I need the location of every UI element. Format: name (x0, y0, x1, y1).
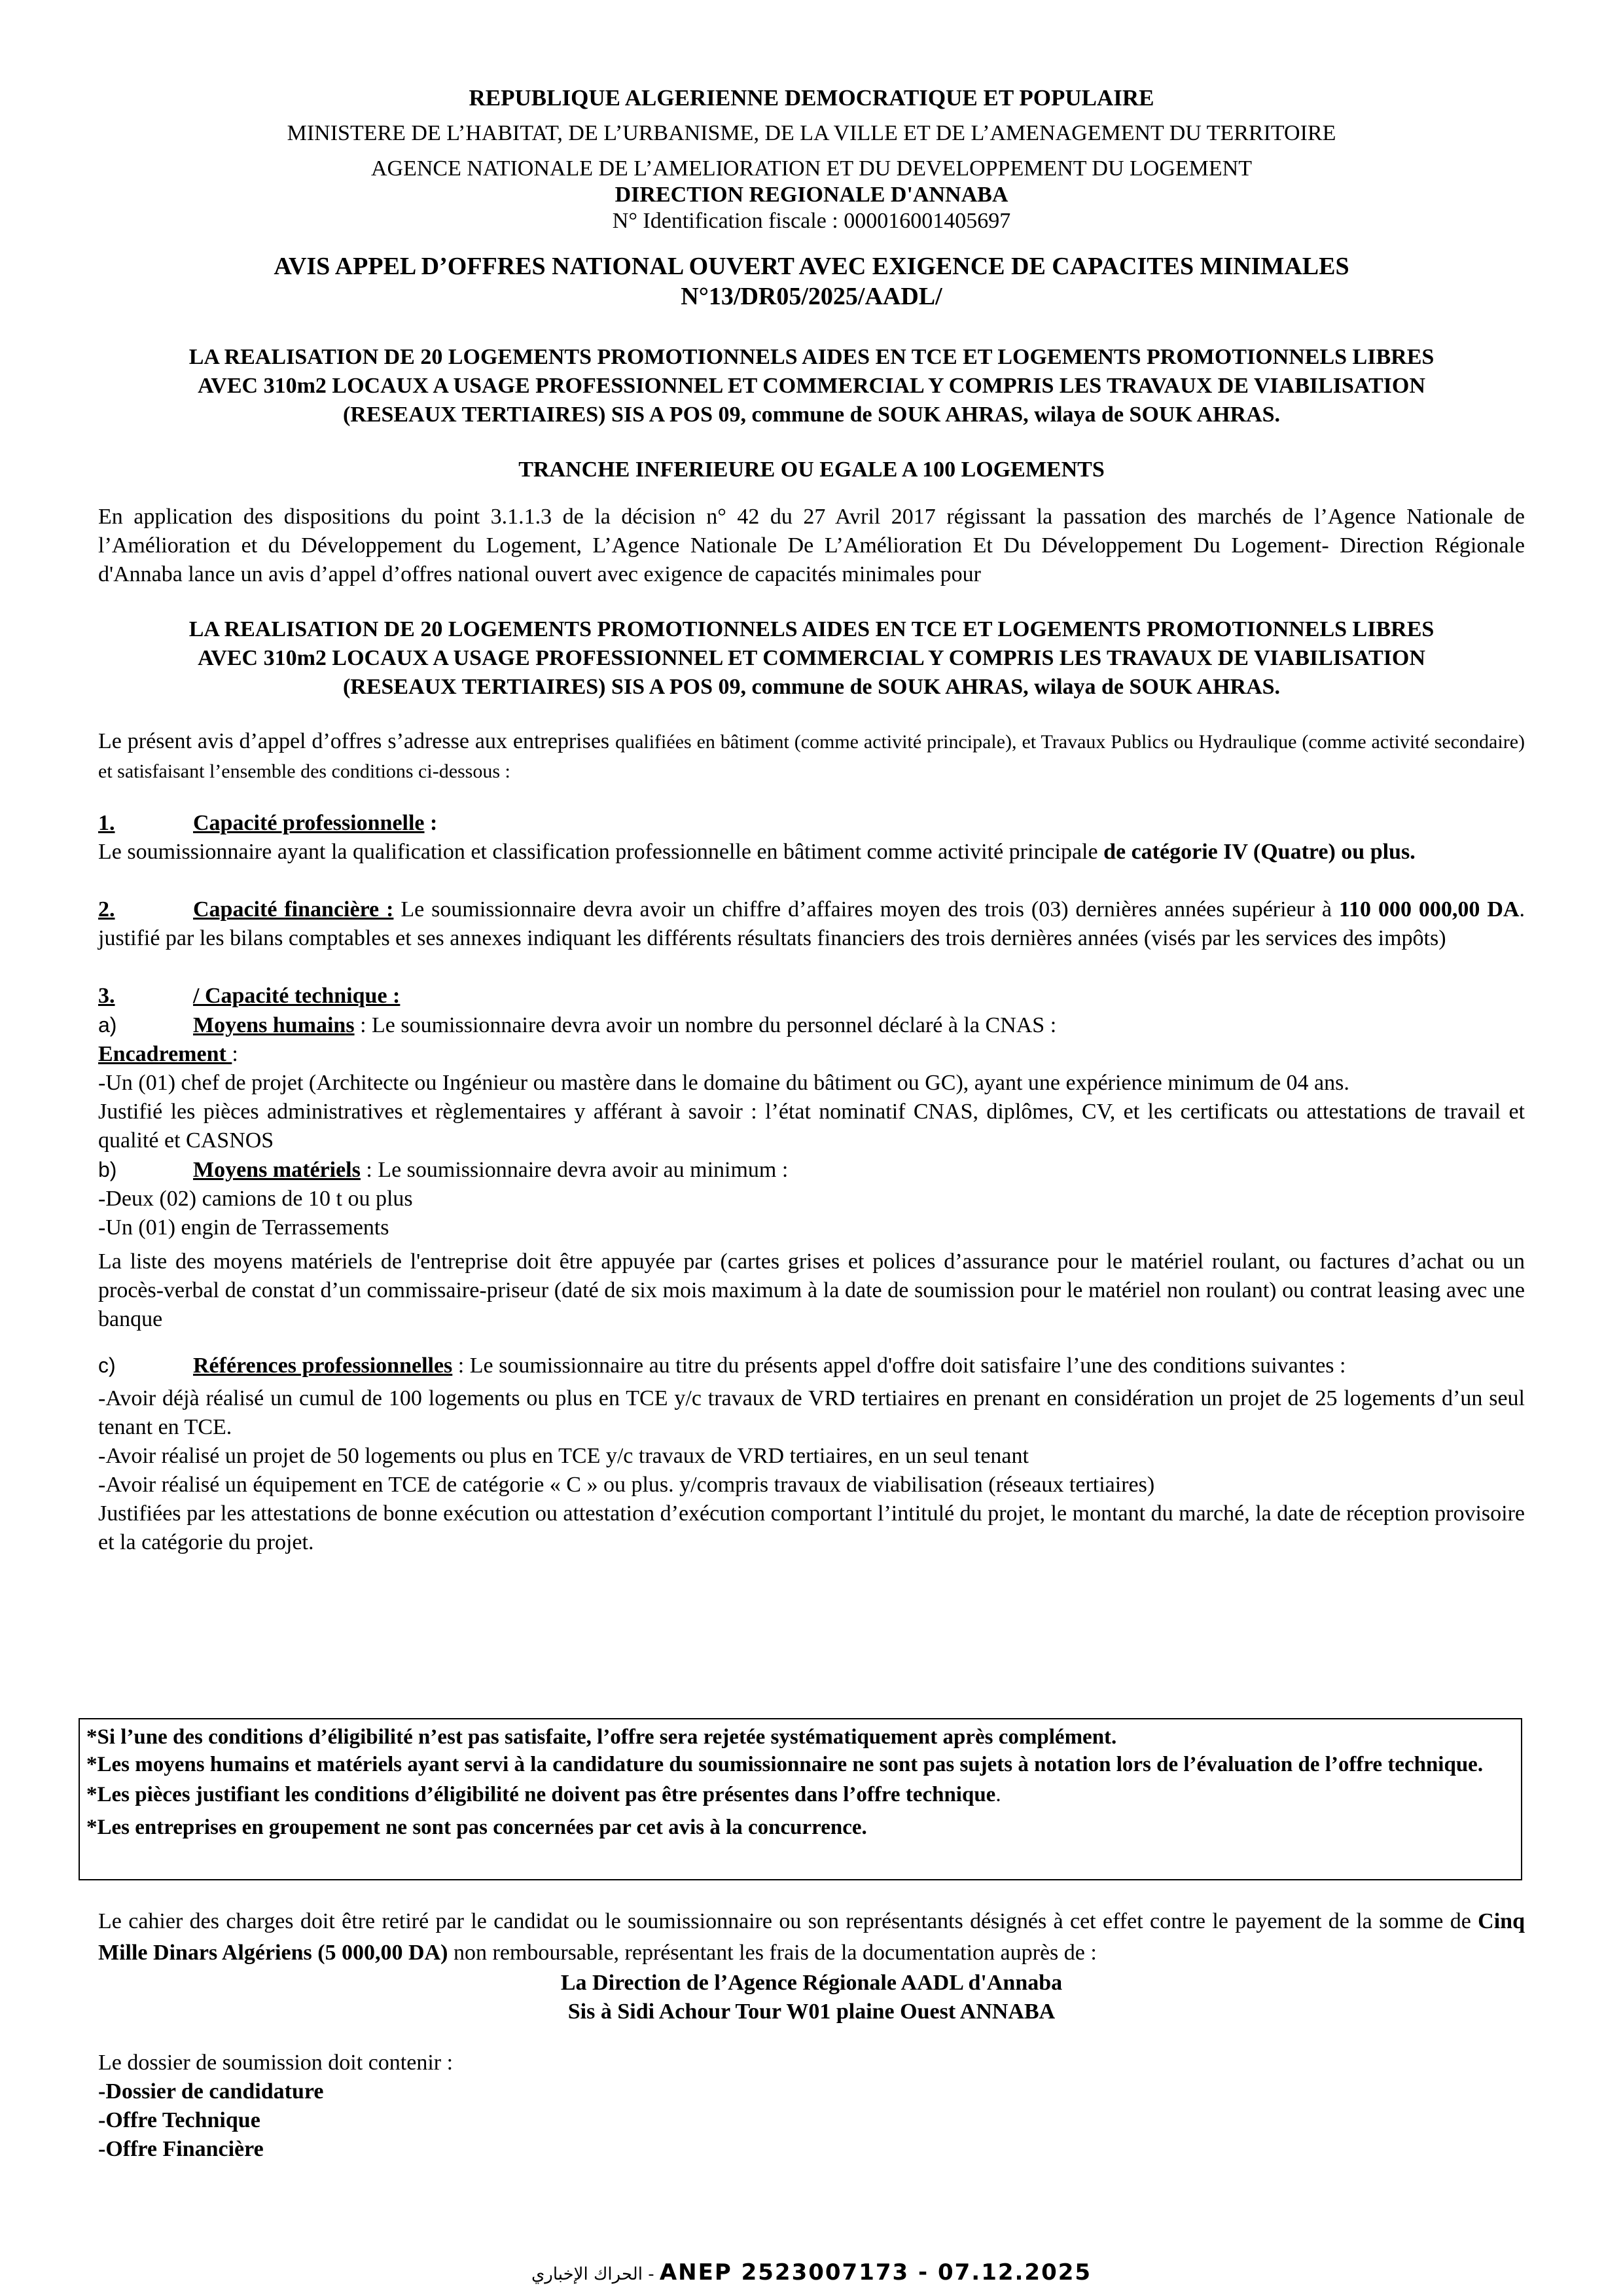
section-2-title: Capacité financière : (193, 897, 394, 922)
intro-paragraph: En application des dispositions du point 3.1.1.3 de la décision n° 42 du 27 Avril 2017 régissant la passation des marchés de l’Agence Nationale de l’Amélioration et du Développement du Logement, L’Agence Nationale De L’Amélioration Et Du Développement Du Logement- Direction Régionale d'Annaba lance un avis d’appel d’offres national ouvert avec exigence de capacités minimales pour (98, 505, 1525, 586)
note-3-end: . (995, 1783, 1001, 1806)
item-a-title: Moyens humains (193, 1013, 355, 1037)
notice-title-line1: AVIS APPEL D’OFFRES NATIONAL OUVERT AVEC EXIGENCE DE CAPACITES MINIMALES (274, 253, 1349, 280)
project-title-1 (98, 343, 1525, 429)
cahier-text1: Le cahier des charges doit être retiré par le candidat ou le soumissionnaire ou son représentants désignés à cet effet contre le payement de la somme de (98, 1909, 1478, 1933)
reference-justification: Justifiées par les attestations de bonne exécution ou attestation d’exécution comportant l’intitulé du projet, le montant du marché, la date de réception provisoire et la catégorie du projet. (98, 1501, 1525, 1554)
section-1 (98, 809, 1525, 867)
reference-item-3: -Avoir réalisé un équipement en TCE de catégorie « C » ou plus. y/compris travaux de viabilisation (réseaux tertiaires) (98, 1473, 1155, 1497)
section-2-body: Le soumissionnaire devra avoir un chiffre d’affaires moyen des trois (03) dernières années supérieur à (393, 897, 1339, 922)
material-item-2: -Un (01) engin de Terrassements (98, 1215, 389, 1240)
encadrement-label: Encadrement (98, 1042, 232, 1066)
item-c-label: c) (98, 1354, 116, 1377)
item-a-text: : Le soumissionnaire devra avoir un nombre du personnel déclaré à la CNAS : (354, 1013, 1057, 1037)
footer-reference (0, 2259, 1623, 2286)
audience-paragraph (98, 727, 1525, 786)
section-1-title: Capacité professionnelle (193, 811, 425, 835)
section-2-number: 2. (98, 897, 115, 922)
section-1-body: Le soumissionnaire ayant la qualification et classification professionnelle en bâtiment comme activité principale (98, 840, 1104, 864)
project-title-2 (98, 615, 1525, 702)
section-2-amount: 110 000 000,00 DA (1338, 897, 1520, 922)
material-item-1: -Deux (02) camions de 10 t ou plus (98, 1187, 413, 1211)
ministry-line: MINISTERE DE L’HABITAT, DE L’URBANISME, DE LA VILLE ET DE L’AMENAGEMENT DU TERRITOIRE (287, 121, 1336, 145)
material-list-text: La liste des moyens matériels de l'entreprise doit être appuyée par (cartes grises et polices d’assurance pour le matériel roulant, ou factures d’achat ou un procès-verbal de constat d’un commissaire-priseur (daté de six mois maximum à la date de soumission pour le matériel non roulant) ou contrat leasing avec une banque (98, 1249, 1525, 1331)
note-4: *Les entreprises en groupement ne sont pas concernées par cet avis à la concurrence. (86, 1816, 867, 1839)
section-3-title: / Capacité technique : (193, 984, 401, 1008)
section-2 (98, 895, 1525, 953)
section-1-category: de catégorie IV (Quatre) ou plus. (1103, 840, 1416, 864)
header-block (98, 84, 1525, 236)
section-1-colon: : (424, 811, 438, 835)
footer-separator: - (642, 2265, 660, 2284)
item-b-title: Moyens matériels (193, 1158, 361, 1182)
dossier-intro: Le dossier de soumission doit contenir : (98, 2051, 454, 2075)
dossier-item-financiere: -Offre Financière (98, 2137, 264, 2161)
cahier-text2: non remboursable, représentant les frais de la documentation auprès de : (448, 1941, 1097, 1965)
project-line3: (RESEAUX TERTIAIRES) SIS A POS 09, commune de SOUK AHRAS, wilaya de SOUK AHRAS. (342, 403, 1281, 427)
audience-part1: Le présent avis d’appel d’offres s’adresse aux entreprises (98, 729, 616, 753)
project-line2: AVEC 310m2 LOCAUX A USAGE PROFESSIONNEL ET COMMERCIAL Y COMPRIS LES TRAVAUX DE VIABILISATION (198, 374, 1425, 398)
dossier-section (98, 2049, 1525, 2164)
dossier-item-technique: -Offre Technique (98, 2108, 260, 2132)
section-1-text (98, 838, 1525, 867)
project-line1: LA REALISATION DE 20 LOGEMENTS PROMOTIONNELS AIDES EN TCE ET LOGEMENTS PROMOTIONNELS LIBRES (188, 345, 1435, 369)
reference-item-1: -Avoir déjà réalisé un cumul de 100 logements ou plus en TCE y/c travaux de VRD tertiaires en prenant en considération un projet de 25 logements d’un seul tenant en TCE. (98, 1386, 1525, 1439)
section-2-body-end: . justifié par les bilans comptables et ses annexes indiquant les différents résultats financiers des trois dernières années (visés par les services des impôts) (98, 897, 1525, 950)
agency-line: AGENCE NATIONALE DE L’AMELIORATION ET DU DEVELOPPEMENT DU LOGEMENT (370, 156, 1253, 181)
item-a-label: a) (98, 1013, 117, 1037)
tranche-line: TRANCHE INFERIEURE OU EGALE A 100 LOGEMENTS (518, 457, 1105, 482)
reference-item-2: -Avoir réalisé un projet de 50 logements ou plus en TCE y/c travaux de VRD tertiaires, en un seul tenant (98, 1444, 1029, 1468)
project-repeat-line3: (RESEAUX TERTIAIRES) SIS A POS 09, commune de SOUK AHRAS, wilaya de SOUK AHRAS. (342, 675, 1281, 699)
fiscal-id: N° Identification fiscale : 000016001405697 (612, 209, 1011, 233)
section-3-number: 3. (98, 984, 115, 1008)
justification-text: Justifié les pièces administratives et règlementaires y afférant à savoir : l’état nominatif CNAS, diplômes, CV, et les certificats ou attestations de travail et qualité et CASNOS (98, 1100, 1525, 1153)
notice-title-line2: N°13/DR05/2025/AADL/ (681, 283, 942, 310)
encadrement-colon: : (232, 1042, 238, 1066)
footer-anep-ref: ANEP 2523007173 - 07.12.2025 (659, 2259, 1092, 2286)
item-c-title: Références professionnelles (193, 1354, 453, 1378)
item-b-label: b) (98, 1158, 117, 1181)
item-b-text: : Le soumissionnaire devra avoir au minimum : (360, 1158, 789, 1182)
item-c-text: : Le soumissionnaire au titre du présents appel d'offre doit satisfaire l’une des conditions suivantes : (452, 1354, 1346, 1378)
note-1: *Si l’une des conditions d’éligibilité n’est pas satisfaite, l’offre sera rejetée systématiquement après complément. (86, 1725, 1117, 1749)
eligibility-notes-box (79, 1718, 1522, 1880)
dossier-item-candidature: -Dossier de candidature (98, 2079, 324, 2104)
chef-projet: -Un (01) chef de projet (Architecte ou Ingénieur ou mastère dans le domaine du bâtiment ou GC), ayant une expérience minimum de 04 ans. (98, 1071, 1349, 1095)
section-1-number: 1. (98, 811, 115, 835)
direction-line: DIRECTION REGIONALE D'ANNABA (615, 183, 1008, 207)
note-2: *Les moyens humains et matériels ayant servi à la candidature du soumissionnaire ne sont pas sujets à notation lors de l’évaluation de l’offre technique. (86, 1753, 1484, 1776)
project-repeat-line2: AVEC 310m2 LOCAUX A USAGE PROFESSIONNEL ET COMMERCIAL Y COMPRIS LES TRAVAUX DE VIABILISATION (198, 646, 1425, 670)
audience-part2: qualifiées en bâtiment (comme activité principale), et Travaux Publics ou Hydraulique (comme activité secondaire) et satisfaisant l’ensemble des conditions ci-dessous : (98, 731, 1525, 782)
note-3: *Les pièces justifiant les conditions d’éligibilité ne doivent pas être présentes dans l’offre technique (86, 1783, 996, 1806)
republic-line: REPUBLIQUE ALGERIENNE DEMOCRATIQUE ET POPULAIRE (469, 85, 1154, 111)
cahier-address-line1: La Direction de l’Agence Régionale AADL d'Annaba (560, 1971, 1063, 1995)
cahier-address-line2: Sis à Sidi Achour Tour W01 plaine Ouest ANNABA (567, 2000, 1056, 2024)
notice-title (98, 251, 1525, 312)
section-3 (98, 982, 1525, 1557)
cahier-section (98, 1906, 1525, 2026)
footer-publication: الحراك الإخباري (531, 2265, 643, 2284)
cahier-amount: Cinq Mille Dinars Algériens (5 000,00 DA) (98, 1909, 1525, 1965)
project-repeat-line1: LA REALISATION DE 20 LOGEMENTS PROMOTIONNELS AIDES EN TCE ET LOGEMENTS PROMOTIONNELS LIBRES (188, 617, 1435, 641)
